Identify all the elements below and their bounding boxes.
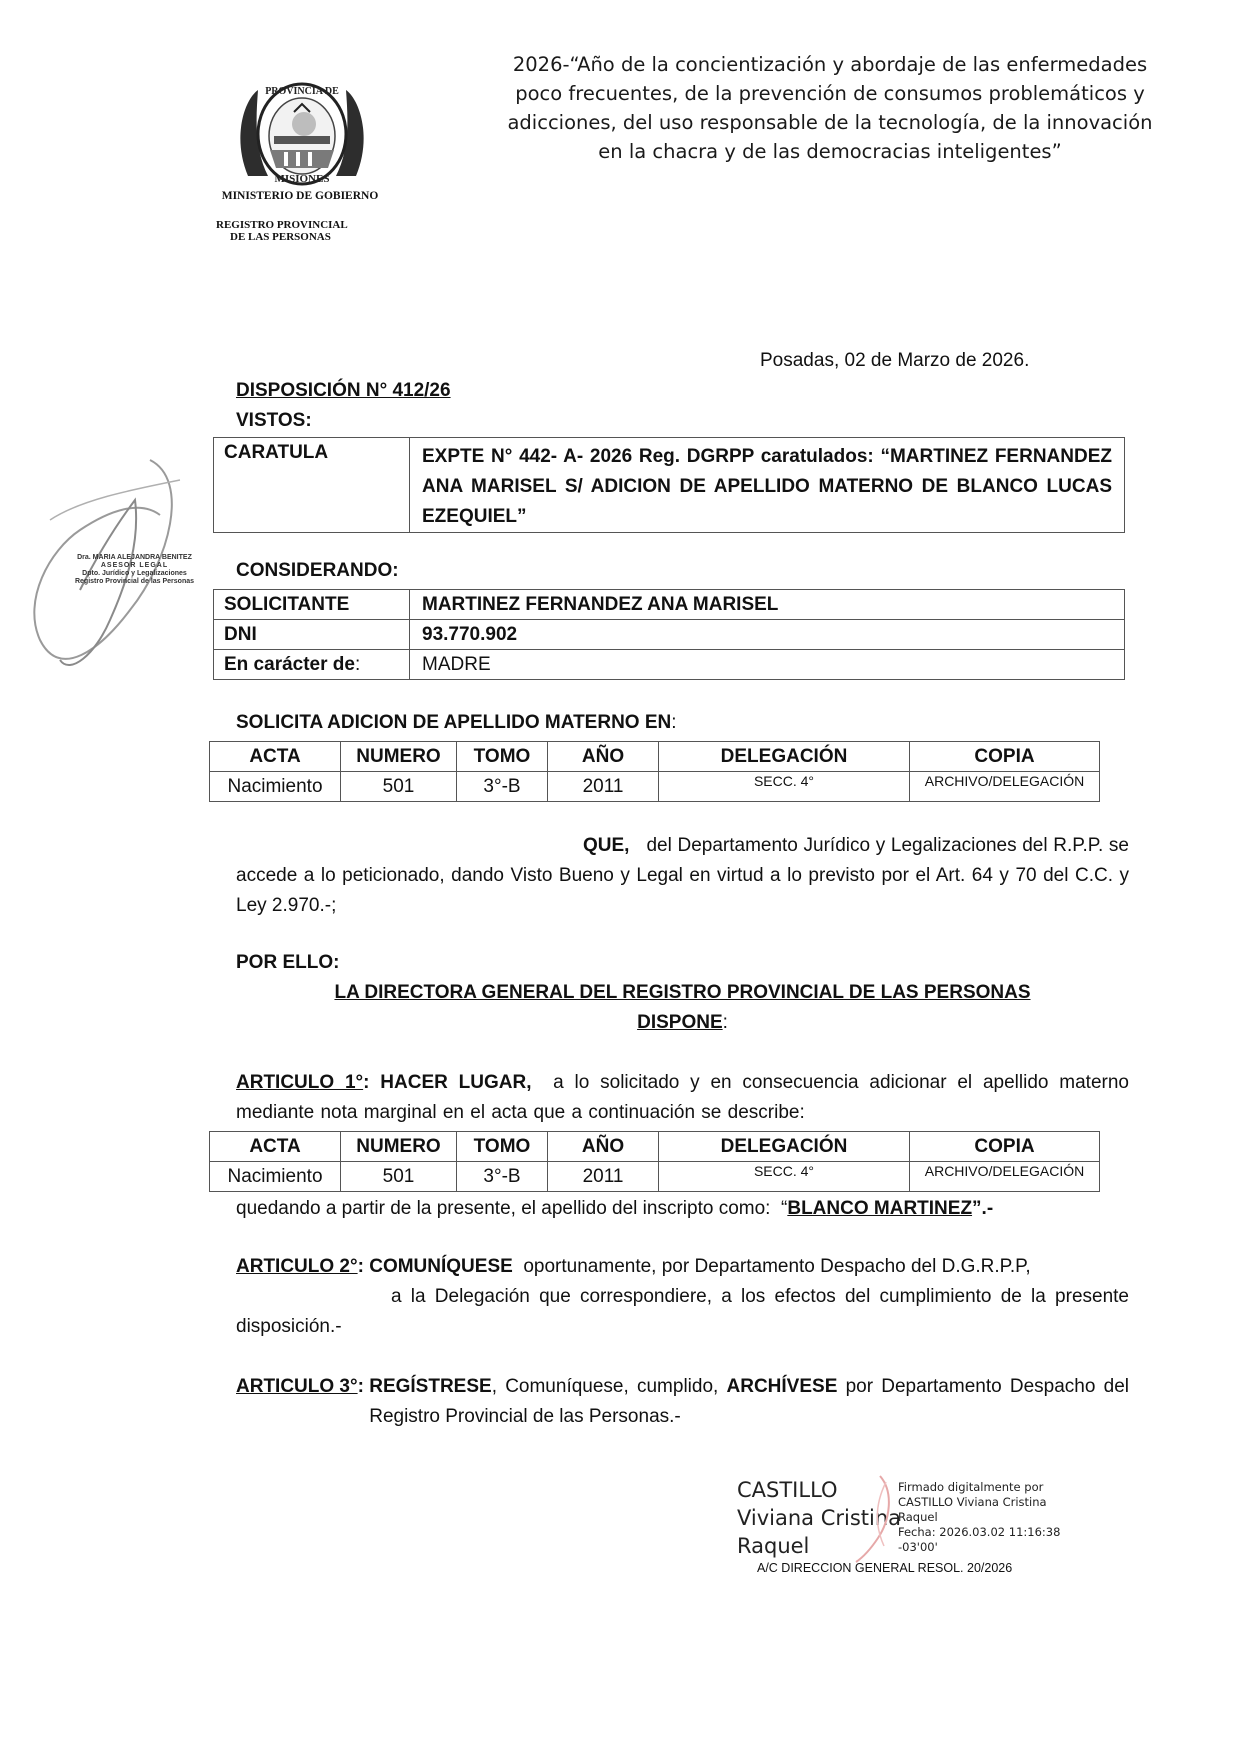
articulo-1-action: HACER LUGAR,: [380, 1072, 532, 1093]
acta-table-2: [209, 1131, 1100, 1192]
sig-meta-line-3: Raquel: [898, 1510, 938, 1524]
col-header-copia: COPIA: [910, 742, 1100, 772]
role-key-suffix: :: [354, 654, 361, 675]
directora-title: LA DIRECTORA GENERAL DEL REGISTRO PROVINCIAL DE LAS PERSONAS: [334, 982, 1031, 1003]
table-row: [214, 650, 1125, 680]
signer-name-line-2: Viviana Cristina: [737, 1506, 902, 1530]
col-header-copia: COPIA: [910, 1132, 1100, 1162]
col-header-numero: NUMERO: [341, 742, 457, 772]
cell-numero: 501: [341, 1162, 457, 1192]
articulo-2-text-2: a la Delegación que correspondiere, a los efectos del cumplimiento de la presente disposición.-: [236, 1286, 1129, 1337]
acta-table-1: [209, 741, 1100, 802]
dispone-label: DISPONE: [637, 1012, 723, 1033]
col-header-delegacion: DELEGACIÓN: [659, 1132, 910, 1162]
place-date: Posadas, 02 de Marzo de 2026.: [760, 350, 1030, 371]
articulo-3-text-2: por Departamento Despacho del Registro Provincial de las Personas.-: [369, 1376, 1130, 1427]
cell-anio: 2011: [548, 772, 659, 802]
cell-numero: 501: [341, 772, 457, 802]
col-header-delegacion: DELEGACIÓN: [659, 742, 910, 772]
col-header-acta: ACTA: [210, 1132, 341, 1162]
stamp-line-4: Registro Provincial de las Personas: [74, 578, 195, 585]
digital-signature-meta: [898, 1480, 1060, 1555]
articulo-3-action-2: ARCHÍVESE: [726, 1376, 838, 1397]
caratula-row: [214, 438, 1125, 533]
articulo-2-action: COMUNÍQUESE: [369, 1256, 513, 1277]
articulo-3-body: [369, 1372, 1129, 1432]
role-value: MADRE: [410, 650, 1125, 680]
sig-meta-line-1: Firmado digitalmente por: [898, 1480, 1044, 1494]
table-header-row: [210, 742, 1100, 772]
ministry-name: MINISTERIO DE GOBIERNO: [221, 190, 379, 202]
que-text: del Departamento Jurídico y Legalizaciones del R.P.P. se accede a lo peticionado, dando Visto Bueno y Legal en virtud a lo previsto por el Art. 64 y 70 del C.C. y Ley 2.970.-;: [236, 835, 1129, 916]
cell-anio: 2011: [548, 1162, 659, 1192]
new-surname: BLANCO MARTINEZ: [787, 1198, 973, 1219]
col-header-acta: ACTA: [210, 742, 341, 772]
articulo-2-label: ARTICULO 2°: [236, 1256, 358, 1277]
solicita-heading: SOLICITA ADICION DE APELLIDO MATERNO EN:: [236, 712, 677, 733]
table-row: [210, 772, 1100, 802]
que-paragraph: [236, 831, 1129, 921]
vistos-label: VISTOS:: [236, 410, 312, 431]
considerando-label: CONSIDERANDO:: [236, 560, 399, 581]
cell-copia: ARCHIVO/DELEGACIÓN: [910, 1162, 1100, 1192]
registry-line-2: DE LAS PERSONAS: [230, 231, 331, 243]
caratula-table: [213, 437, 1125, 533]
dni-value: 93.770.902: [410, 620, 1125, 650]
registry-line-1: REGISTRO PROVINCIAL: [216, 219, 348, 231]
stamp-line-3: Dpto. Jurídico y Legalizaciones: [82, 570, 187, 577]
signer-name-line-3: Raquel: [737, 1534, 810, 1558]
table-row: [214, 590, 1125, 620]
cell-acta: Nacimiento: [210, 1162, 341, 1192]
articulo-3-paragraph: [236, 1372, 1129, 1432]
por-ello-label: POR ELLO:: [236, 952, 340, 973]
articulo-3-action-1: REGÍSTRESE: [369, 1376, 492, 1397]
cell-acta: Nacimiento: [210, 772, 341, 802]
articulo-2-text-1: oportunamente, por Departamento Despacho del D.G.R.P.P,: [523, 1256, 1031, 1277]
caratula-value: EXPTE N° 442- A- 2026 Reg. DGRPP caratulados: “MARTINEZ FERNANDEZ ANA MARISEL S/ ADICION DE APELLIDO MATERNO DE BLANCO LUCAS EZEQUIEL”: [410, 438, 1125, 533]
articulo-1-text: a lo solicitado y en consecuencia adicionar el apellido materno mediante nota marginal en el acta que a continuación se describe:: [236, 1072, 1129, 1123]
table-row: [214, 620, 1125, 650]
articulo-3-row: [236, 1372, 1129, 1432]
articulo-1-after-text: quedando a partir de la presente, el apellido del inscripto como:: [236, 1198, 771, 1219]
disposition-title: DISPOSICIÓN N° 412/26: [236, 380, 451, 401]
cell-delegacion: SECC. 4°: [659, 1162, 910, 1192]
stamp-line-1: Dra. MARIA ALEJANDRA BENITEZ: [77, 554, 192, 561]
digital-signature-mark: [850, 1472, 900, 1564]
registry-name: [216, 219, 348, 243]
role-key: En carácter de: [224, 654, 355, 675]
cell-tomo: 3°-B: [457, 772, 548, 802]
role-key-cell: [214, 650, 410, 680]
col-header-tomo: TOMO: [457, 1132, 548, 1162]
cell-delegacion: SECC. 4°: [659, 772, 910, 802]
articulo-3-label: ARTICULO 3°: [236, 1376, 358, 1397]
applicant-table: [213, 589, 1125, 680]
articulo-2-line-1: ARTICULO 2°: COMUNÍQUESE oportunamente, por Departamento Despacho del D.G.R.P.P,: [236, 1256, 1031, 1277]
sig-meta-line-2: CASTILLO Viviana Cristina: [898, 1495, 1047, 1509]
col-header-tomo: TOMO: [457, 742, 548, 772]
articulo-1-after: quedando a partir de la presente, el apellido del inscripto como: “BLANCO MARTINEZ”.-: [236, 1198, 994, 1219]
que-lead: QUE,: [583, 835, 630, 856]
cell-tomo: 3°-B: [457, 1162, 548, 1192]
col-header-anio: AÑO: [548, 742, 659, 772]
col-header-anio: AÑO: [548, 1132, 659, 1162]
signer-role: A/C DIRECCION GENERAL RESOL. 20/2026: [757, 1561, 1013, 1575]
articulo-1-paragraph: ARTICULO 1°: HACER LUGAR, a lo solicitado y en consecuencia adicionar el apellido materno mediante nota marginal en el acta que a continuación se describe:: [236, 1072, 1129, 1123]
articulo-1-label: ARTICULO 1°: [236, 1072, 364, 1093]
directora-title-block: LA DIRECTORA GENERAL DEL REGISTRO PROVINCIAL DE LAS PERSONAS DISPONE:: [236, 978, 1129, 1038]
caratula-label: CARATULA: [214, 438, 410, 533]
sig-meta-line-5: -03'00': [898, 1540, 938, 1554]
solicita-label: SOLICITA ADICION DE APELLIDO MATERNO EN: [236, 712, 672, 733]
table-row: [210, 1162, 1100, 1192]
col-header-numero: NUMERO: [341, 1132, 457, 1162]
coat-of-arms-seal: [238, 78, 366, 190]
stamp-line-2: ASESOR LEGAL: [100, 562, 169, 569]
table-header-row: [210, 1132, 1100, 1162]
dni-key: DNI: [214, 620, 410, 650]
applicant-value: MARTINEZ FERNANDEZ ANA MARISEL: [410, 590, 1125, 620]
articulo-3-text-1: , Comuníquese, cumplido,: [491, 1376, 719, 1397]
applicant-key: SOLICITANTE: [214, 590, 410, 620]
cell-copia: ARCHIVO/DELEGACIÓN: [910, 772, 1100, 802]
articulo-3-label-cell: ARTICULO 3°:: [236, 1376, 370, 1397]
seal-text-top: PROVINCIA DE: [265, 86, 339, 97]
header-motto: 2026-“Año de la concientización y abordaje de las enfermedades poco frecuentes, de la prevención de consumos problemáticos y adicciones, del uso responsable de la tecnología, de la innovación en la chacra y de las democracias inteligentes”: [507, 53, 1153, 163]
legal-advisor-stamp: [72, 554, 197, 586]
signer-name-line-1: CASTILLO: [737, 1478, 838, 1502]
seal-text-bottom: MISIONES: [274, 173, 330, 185]
sig-meta-line-4: Fecha: 2026.03.02 11:16:38: [898, 1525, 1061, 1539]
